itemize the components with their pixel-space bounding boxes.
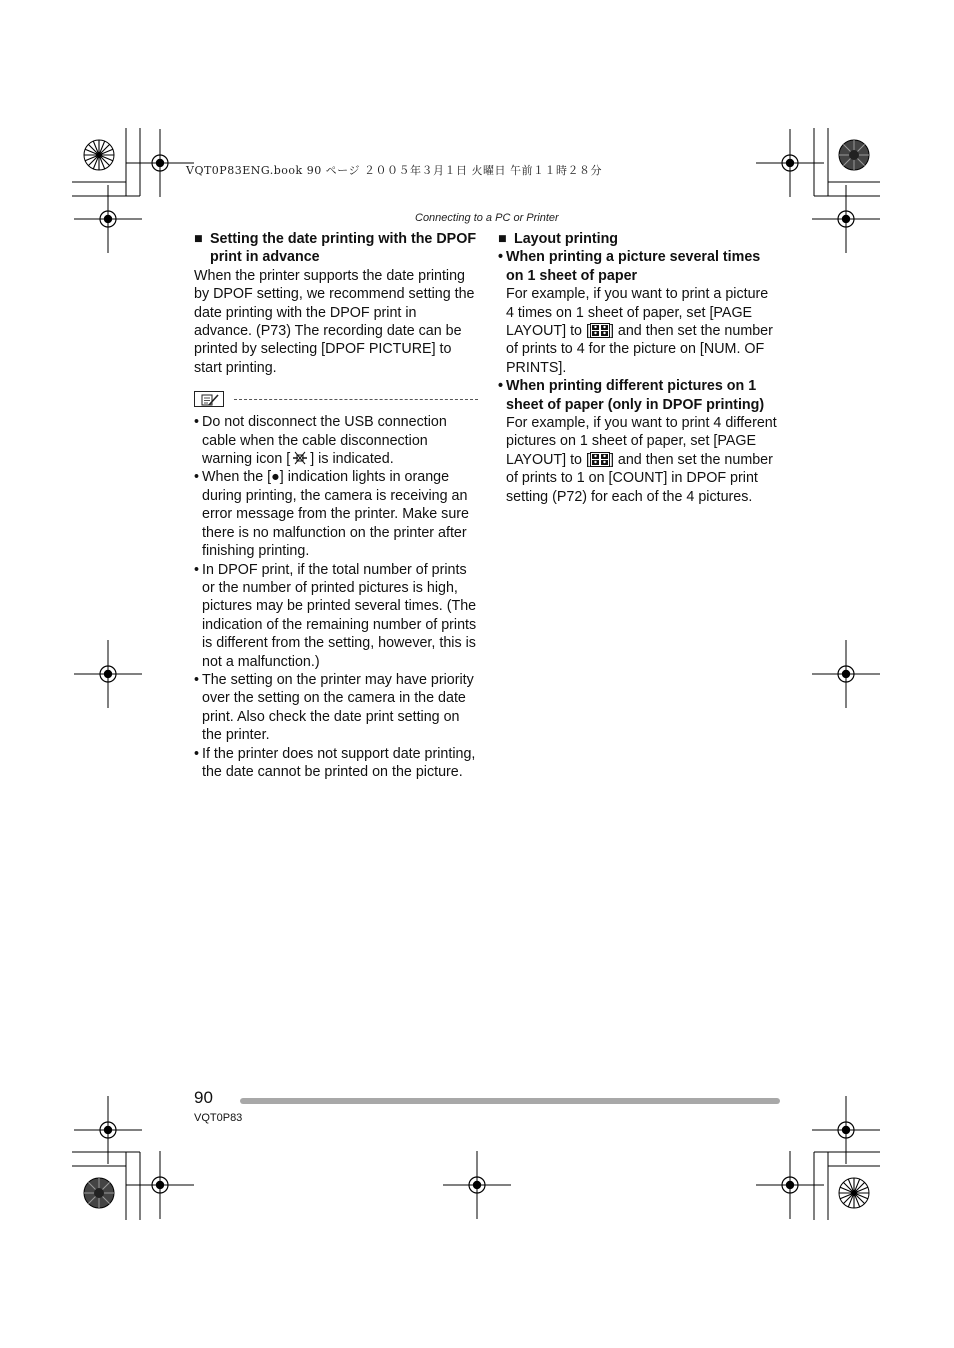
- note-bullet-usb: [194, 413, 478, 468]
- bullet-dot: •: [194, 414, 200, 431]
- four-up-layout-icon: [590, 452, 610, 467]
- square-bullet-icon: ■: [194, 231, 203, 247]
- date-printing-heading: [194, 230, 478, 267]
- heading-text: Setting the date printing with the DPOF print in advance: [210, 231, 477, 266]
- right-column: [498, 230, 780, 506]
- note-bullet-dpof-repeat: [194, 561, 478, 671]
- body-text: ] and then set the number of prints to 4 for the picture on [NUM. OF PRINTS].: [506, 323, 773, 376]
- bullet-dot: •: [498, 378, 504, 395]
- square-bullet-icon: ■: [498, 231, 507, 247]
- dashed-rule: [234, 399, 478, 400]
- body-text: For example, if you want to print 4 different pictures on 1 sheet of paper, set [PAGE LAYOUT] to [: [506, 415, 777, 468]
- bullet-dot: •: [194, 745, 200, 762]
- footer-rule: [240, 1098, 780, 1104]
- note-text: In DPOF print, if the total number of prints or the number of printed pictures is high, pictures may be printed several times. (The indication of the remaining number of prints is different from the setting, however, this is not a malfunction.): [202, 561, 477, 670]
- note-divider: [194, 391, 478, 409]
- note-bullet-error-indicator: [194, 468, 478, 560]
- different-pictures-body: [498, 414, 780, 506]
- note-text: If the printer does not support date printing, the date cannot be printed on the picture.: [202, 745, 476, 780]
- subheading-text: When printing different pictures on 1 sheet of paper (only in DPOF printing): [506, 378, 765, 413]
- same-picture-subheading: [498, 248, 780, 285]
- body-text: For example, if you want to print a picture 4 times on 1 sheet of paper, set [PAGE LAYOUT] to [: [506, 286, 769, 340]
- page-footer: [194, 1088, 794, 1138]
- note-text: The setting on the printer may have priority over the setting on the camera in the date print. Also check the date print setting on the printer.: [202, 671, 474, 744]
- body-text: ] and then set the number of prints to 1 on [COUNT] in DPOF print setting (P72) for each of the 4 pictures.: [506, 451, 773, 505]
- page-number: 90: [194, 1088, 213, 1107]
- same-picture-body: [498, 285, 780, 377]
- heading-text: Layout printing: [514, 231, 619, 247]
- print-slug: VQT0P83ENG.book 90 ページ ２００５年３月１日 火曜日 午前１１時２８分: [186, 164, 602, 177]
- section-title: Connecting to a PC or Printer: [415, 212, 559, 224]
- note-text: Do not disconnect the USB connection cable when the cable disconnection warning icon [: [202, 414, 447, 468]
- bullet-dot: •: [194, 671, 200, 688]
- four-up-layout-icon: [590, 323, 610, 338]
- note-pencil-icon: [194, 391, 224, 407]
- model-code: VQT0P83: [194, 1112, 243, 1124]
- note-bullet-printer-priority: [194, 671, 478, 745]
- bullet-dot: •: [194, 469, 200, 486]
- subheading-text: When printing a picture several times on 1 sheet of paper: [506, 249, 761, 284]
- note-text: When the [: [202, 469, 272, 486]
- different-pictures-subheading: [498, 377, 780, 414]
- layout-printing-heading: [498, 230, 780, 248]
- left-column: [194, 230, 478, 781]
- date-printing-intro: When the printer supports the date printing by DPOF setting, we recommend setting the date printing with the DPOF print in advance. (P73) The recording date can be printed by selecting [DPOF PICTURE] to start printing.: [194, 267, 475, 376]
- cable-disconnect-warning-icon: [290, 451, 310, 466]
- note-text: ] is indicated.: [310, 451, 394, 468]
- bullet-dot: •: [498, 249, 504, 266]
- indicator-dot-icon: ●: [271, 469, 280, 486]
- note-text: ] indication lights in orange during printing, the camera is receiving an error message from the printer. Make sure there is no malfunction on the printer after finishing printing.: [202, 469, 469, 560]
- note-bullet-no-date-support: [194, 745, 478, 782]
- bullet-dot: •: [194, 561, 200, 578]
